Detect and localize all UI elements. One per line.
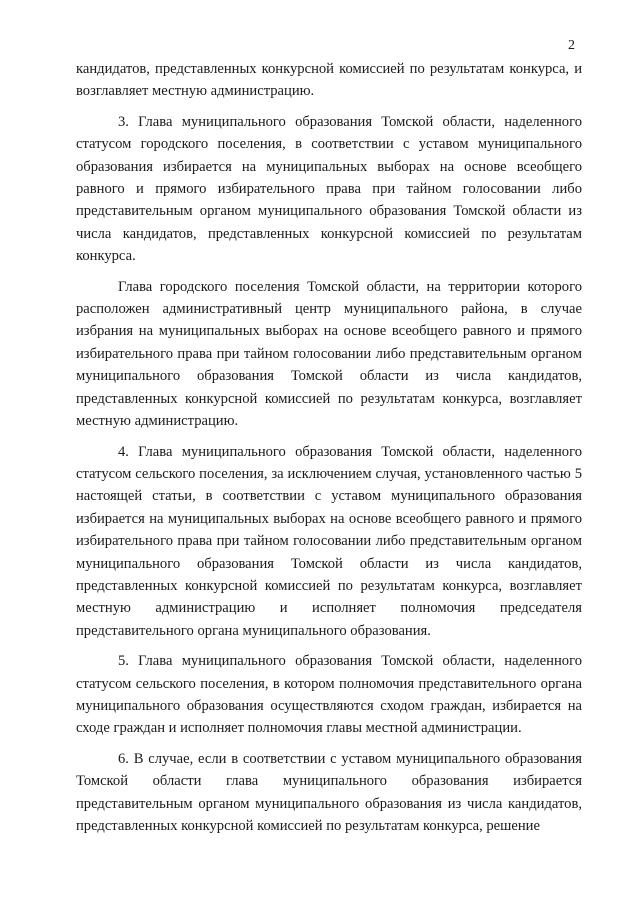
paragraph-5: 5. Глава муниципального образования Томской области, наделенного статусом сельского поселения, в котором полномочия представительного органа муниципального образования осуществляются сходом граждан, избирается на сходе граждан и исполняет полномочия главы местной администрации.: [76, 653, 582, 737]
paragraph-3: 3. Глава муниципального образования Томской области, наделенного статусом городского поселения, в соответствии с уставом муниципального образования избирается на муниципальных выборах на основе всеобщего равного и прямого избирательного права при тайном голосовании либо представительным органом муниципального образования Томской области из числа кандидатов, представленных конкурсной комиссией по результатам конкурса.: [76, 113, 582, 265]
paragraph-3-urban-center: Глава городского поселения Томской области, на территории которого расположен административный центр муниципального района, в случае избрания на муниципальных выборах на основе всеобщего равного и прямого избирательного права при тайном голосовании либо представительным органом муниципального образования Томской области из числа кандидатов, представленных конкурсной комиссией по результатам конкурса, возглавляет местную администрацию.: [76, 278, 582, 430]
paragraph-4: 4. Глава муниципального образования Томской области, наделенного статусом сельского поселения, за исключением случая, установленного частью 5 настоящей статьи, в соответствии с уставом муниципального образования избирается на муниципальных выборах на основе всеобщего равного и прямого избирательного права при тайном голосовании либо представительным органом муниципального образования Томской области из числа кандидатов, представленных конкурсной комиссией по результатам конкурса, возглавляет местную администрацию и исполняет полномочия председателя представительного органа муниципального образования.: [76, 443, 582, 639]
document-body: [76, 58, 582, 837]
page-number: 2: [568, 38, 575, 53]
paragraph-continuation: кандидатов, представленных конкурсной комиссией по результатам конкурса, и возглавляет местную администрацию.: [76, 61, 582, 100]
paragraph-6: 6. В случае, если в соответствии с уставом муниципального образования Томской области глава муниципального образования избирается представительным органом муниципального образования из числа кандидатов, представленных конкурсной комиссией по результатам конкурса, решение: [76, 750, 582, 834]
